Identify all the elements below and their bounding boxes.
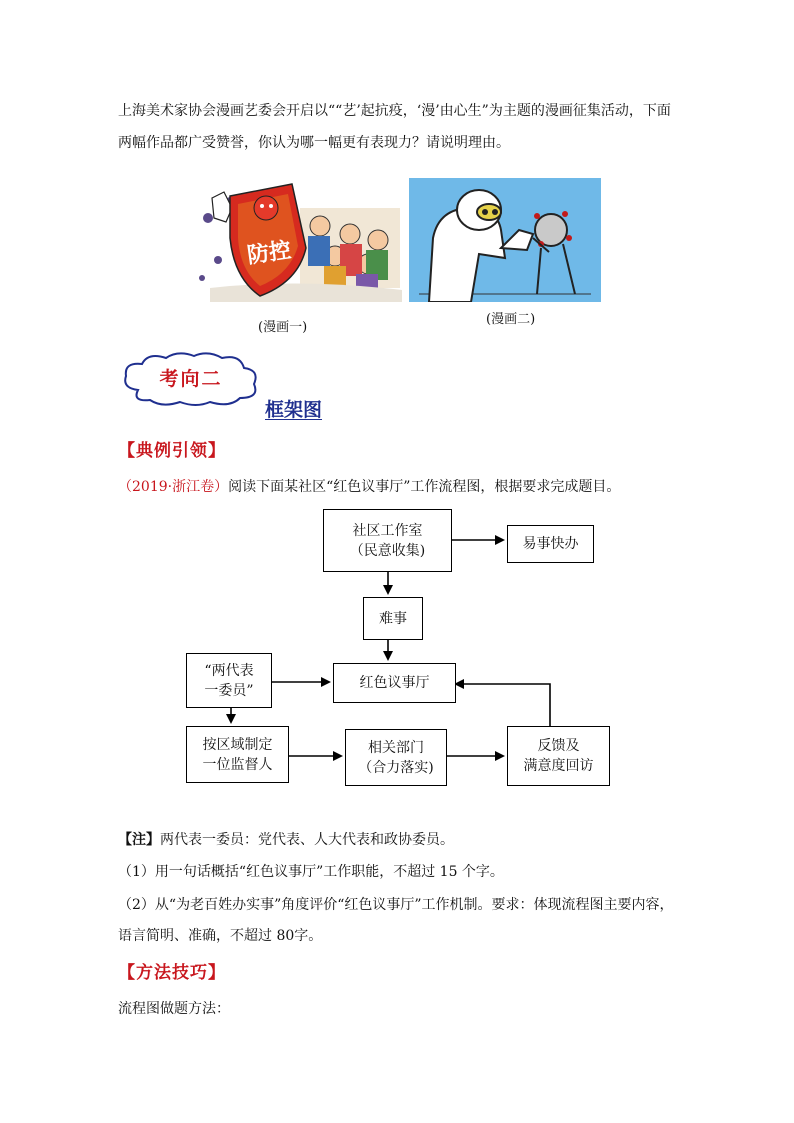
cartoon-one-image: [190, 178, 406, 306]
shield-text: 防控: [245, 238, 293, 269]
section-cloud-badge: [118, 350, 264, 408]
note-label: 【注】: [118, 832, 160, 848]
box-departments: 相关部门 （合力落实): [345, 729, 447, 786]
method-text: 流程图做题方法：: [118, 1001, 230, 1017]
example-source: （2019·浙江卷）: [118, 479, 229, 495]
method-header: 【方法技巧】: [118, 963, 226, 983]
cartoon-one-caption: (漫画一): [258, 320, 308, 335]
box-community-office: 社区工作室 （民意收集): [323, 509, 452, 572]
cartoon-two-caption: (漫画二): [486, 312, 536, 327]
box-district-supervisor: 按区域制定 一位监督人: [186, 726, 289, 783]
question-2-line-2: 语言简明、准确，不超过 80字。: [118, 928, 323, 944]
example-line: [118, 476, 620, 496]
example-instruction: 阅读下面某社区“红色议事厅”工作流程图，根据要求完成题目。: [228, 479, 621, 495]
cartoon-two-image: [409, 178, 601, 302]
arrow-feedback-loop: [456, 684, 550, 726]
box-easy-matters: 易事快办: [507, 525, 594, 563]
box-feedback: 反馈及 满意度回访: [507, 726, 610, 786]
intro-line-2: 两幅作品都广受赞誉，你认为哪一幅更有表现力？请说明理由。: [118, 135, 510, 151]
box-hard-matters: 难事: [363, 597, 423, 640]
note: [118, 829, 454, 849]
box-two-reps: “两代表 一委员”: [186, 653, 272, 708]
section-title: 框架图: [265, 399, 323, 421]
example-header: 【典例引领】: [118, 441, 226, 461]
intro-line-1: 上海美术家协会漫画艺委会开启以““艺’起抗疫，‘漫’由心生”为主题的漫画征集活动，下面: [118, 103, 671, 119]
cloud-label: 考向二: [159, 368, 223, 390]
note-text: 两代表一委员：党代表、人大代表和政协委员。: [160, 832, 454, 848]
question-1: （1）用一句话概括“红色议事厅”工作职能，不超过 15 个字。: [118, 864, 504, 880]
question-2-line-1: （2）从“为老百姓办实事”角度评价“红色议事厅”工作机制。要求：体现流程图主要内容，: [118, 897, 674, 913]
box-red-hall: 红色议事厅: [333, 663, 456, 703]
